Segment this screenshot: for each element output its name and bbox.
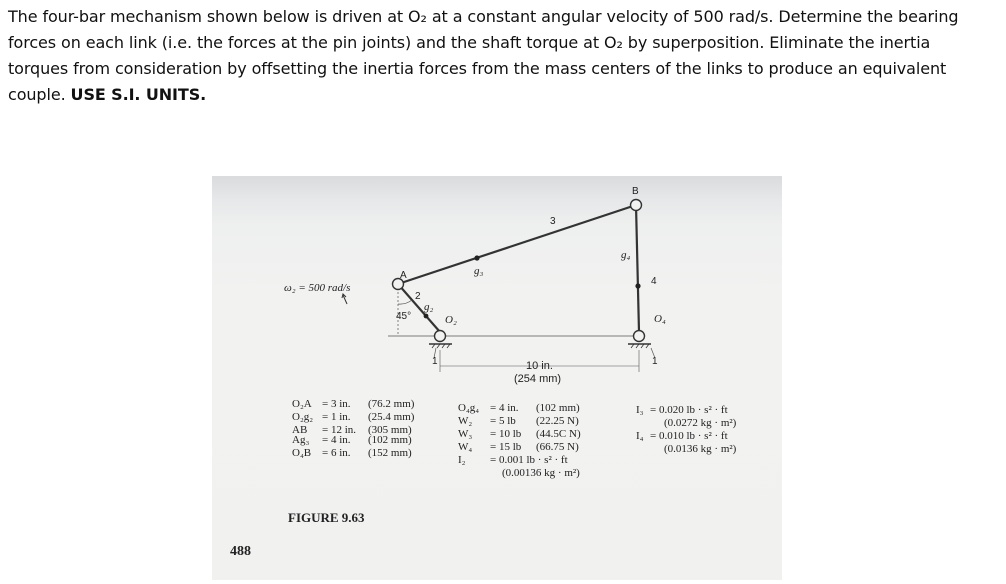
spec-metric: (102 mm) <box>368 434 412 446</box>
problem-statement <box>8 4 1002 108</box>
ground-support-o2 <box>429 331 452 349</box>
label-ground-right: 1 <box>652 356 658 367</box>
spec-row <box>292 434 414 447</box>
problem-line-4 <box>8 82 1002 108</box>
link-3 <box>398 205 636 284</box>
g4-mass-center <box>635 283 640 288</box>
spec-value: = 15 lb <box>490 441 522 453</box>
spec-value: = 6 in. <box>322 447 351 459</box>
spec-row <box>636 404 736 417</box>
spec-col-3 <box>636 404 736 456</box>
spec-name: W₄ <box>458 441 473 453</box>
spec-row <box>458 467 581 480</box>
spec-row <box>292 424 414 434</box>
spec-name: W₂ <box>458 415 473 427</box>
spec-value: (0.00136 kg · m²) <box>502 467 580 479</box>
label-link-4: 4 <box>651 276 657 287</box>
spec-row <box>636 443 736 456</box>
g3-mass-center <box>474 255 479 260</box>
spec-value: = 10 lb <box>490 428 522 440</box>
spec-value: (0.0136 kg · m²) <box>664 443 737 455</box>
label-g4: g₄ <box>621 249 631 261</box>
spec-name: W₃ <box>458 428 473 440</box>
spec-metric: (102 mm) <box>536 402 580 414</box>
spec-value: = 12 in. <box>322 424 357 436</box>
label-link-3: 3 <box>550 216 556 227</box>
spec-metric: (44.5C N) <box>536 428 581 440</box>
spec-name: I₃ <box>636 404 644 416</box>
spec-name: O₄g₄ <box>458 402 480 414</box>
spec-row <box>292 411 414 424</box>
spec-metric: (305 mm) <box>368 424 412 436</box>
spec-row <box>636 417 736 430</box>
label-omega: ω₂ = 500 rad/s <box>284 282 351 294</box>
label-a: A <box>400 270 407 281</box>
spec-value: = 4 in. <box>490 402 519 414</box>
spec-name: O₂g₂ <box>292 411 314 423</box>
figure-caption: FIGURE 9.63 <box>288 510 365 525</box>
spec-value: = 0.020 lb · s² · ft <box>650 404 728 416</box>
spec-metric: (25.4 mm) <box>368 411 415 423</box>
spec-row <box>292 447 414 460</box>
label-g3: g₃ <box>474 265 484 277</box>
angle-arc <box>398 300 412 304</box>
label-angle: 45° <box>396 311 412 322</box>
problem-line-1: The four-bar mechanism shown below is driven at O₂ at a constant angular velocity of 500 rad/s. Determine the bearing <box>8 7 959 26</box>
spec-value: = 0.001 lb · s² · ft <box>490 454 568 466</box>
spec-row <box>292 398 414 411</box>
pin-b <box>631 200 642 211</box>
page-number: 488 <box>230 544 251 559</box>
figure-9-63 <box>212 176 782 580</box>
dimension-inches: 10 in. <box>526 360 553 372</box>
spec-value: = 5 lb <box>490 415 516 427</box>
problem-line-3: torques from consideration by offsetting the inertia forces from the mass centers of the links to produce an equivalent <box>8 59 947 78</box>
label-ground-left: 1 <box>432 356 438 367</box>
spec-row <box>458 428 581 441</box>
label-link-2: 2 <box>415 291 421 302</box>
spec-name: O₄B <box>292 447 312 459</box>
spec-value: = 3 in. <box>322 398 351 410</box>
spec-name: Ag₃ <box>292 434 310 446</box>
spec-metric: (66.75 N) <box>536 441 579 453</box>
spec-value: = 1 in. <box>322 411 351 423</box>
spec-value: = 4 in. <box>322 434 351 446</box>
spec-row <box>458 441 581 454</box>
spec-metric: (22.25 N) <box>536 415 579 427</box>
spec-col-2 <box>458 402 581 480</box>
spec-row <box>458 415 581 428</box>
spec-name: I₂ <box>458 454 466 466</box>
spec-row <box>636 430 736 443</box>
ground-support-o4 <box>628 331 651 349</box>
spec-metric: (152 mm) <box>368 447 412 459</box>
spec-row <box>458 454 581 467</box>
problem-line-2: forces on each link (i.e. the forces at the pin joints) and the shaft torque at O₂ by superposition. Eliminate the inertia <box>8 33 931 52</box>
spec-col-1 <box>292 398 414 460</box>
g2-mass-center <box>424 314 429 319</box>
spec-value: = 0.010 lb · s² · ft <box>650 430 728 442</box>
label-b: B <box>632 186 639 197</box>
label-o2: O₂ <box>445 314 457 326</box>
spec-value: (0.0272 kg · m²) <box>664 417 737 429</box>
spec-name: AB <box>292 424 308 436</box>
spec-metric: (76.2 mm) <box>368 398 415 410</box>
label-o4: O₄ <box>654 313 666 325</box>
dimension-mm: (254 mm) <box>514 373 562 385</box>
spec-row <box>458 402 581 415</box>
label-g2: g₂ <box>424 301 434 313</box>
units-instruction: USE S.I. UNITS. <box>70 85 207 104</box>
problem-line-4-text: couple. <box>8 85 71 104</box>
spec-name: O₂A <box>292 398 312 410</box>
link-4 <box>636 205 639 332</box>
spec-name: I₄ <box>636 430 644 442</box>
